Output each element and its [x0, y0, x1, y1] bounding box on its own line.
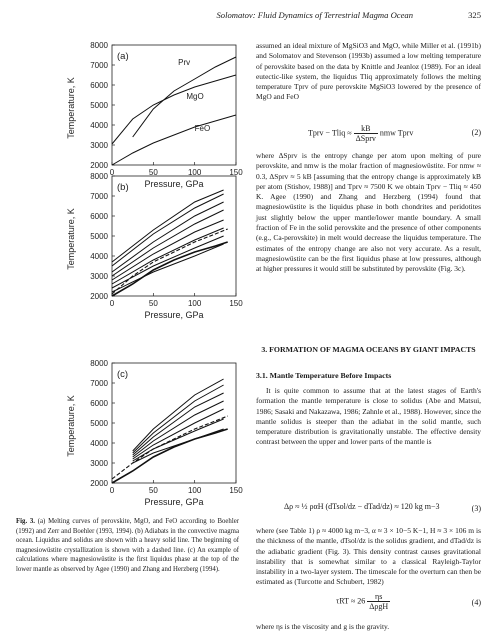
y-tick-label: 6000	[90, 81, 108, 90]
series-line	[133, 401, 224, 457]
y-tick-label: 7000	[90, 61, 108, 70]
y-axis-label: Temperature, K	[66, 395, 76, 457]
y-axis-label: Temperature, K	[66, 208, 76, 270]
y-tick-label: 7000	[90, 192, 108, 201]
x-tick-label: 50	[148, 299, 158, 308]
x-tick-label: 0	[109, 299, 115, 308]
paragraph-4: where (see Table 1) ρ ≈ 4000 kg m−3, α ≈ 3 × 10−5 K−1, H ≈ 3 × 106 m is the thickness of the mantle, dTsol/dz is the solidus gradient, and dTad/dz is the adiabatic gradient (Fig. 3). This density contrast causes gravitational instability that is somewhat similar to a classical Rayleigh-Taylor instability in a two-layer system. The timescale for the overturn can then be estimated as (Turcotte and Schubert, 1982)	[256, 526, 481, 587]
x-tick-label: 100	[187, 486, 202, 495]
y-tick-label: 5000	[90, 419, 108, 428]
y-tick-label: 2000	[90, 161, 108, 170]
eq3-body: Δρ ≈ ½ ραH (dTsol/dz − dTad/dz) ≈ 120 kg m−3	[284, 502, 440, 511]
x-axis-label: Pressure, GPa	[144, 497, 204, 507]
chart-panel-2	[66, 172, 243, 320]
x-tick-label: 50	[148, 486, 158, 495]
eq2-number: (2)	[471, 128, 481, 137]
chart-panel-3	[66, 359, 243, 507]
y-tick-label: 4000	[90, 121, 108, 130]
figure-caption	[16, 517, 239, 575]
eq4-number: (4)	[471, 598, 481, 607]
subsection-heading: 3.1. Mantle Temperature Before Impacts	[256, 371, 392, 380]
curve-label: Prv	[178, 58, 191, 67]
y-tick-label: 3000	[90, 459, 108, 468]
paragraph-3: It is quite common to assume that at the latest stages of Earth's formation the mantle temperature is close to solidus (Abe and Matsui, 1986; Sasaki and Nakazawa, 1986; Zahnle et al., 1988). However, since the mantle solidus is steeper than the adiabat in the solid mantle, such temperature distribution is gravitationally unstable. The effective density contrast between the upper and lower parts of the mantle is	[256, 386, 481, 447]
panel-tag: (c)	[117, 369, 129, 380]
series-line	[112, 228, 224, 284]
eq2-lhs: Tprv − Tliq ≈	[308, 128, 352, 138]
y-tick-label: 3000	[90, 141, 108, 150]
eq2-denominator: ΔSprv	[355, 134, 376, 143]
series-line	[112, 220, 224, 280]
eq2-rhs: nmw Tprv	[379, 128, 414, 138]
plot-frame	[112, 363, 236, 483]
x-tick-label: 0	[109, 486, 115, 495]
curve-label: MgO	[186, 92, 204, 101]
x-tick-label: 100	[187, 168, 202, 177]
equation-4	[256, 590, 481, 624]
page-number: 325	[468, 10, 481, 20]
curve-label: FeO	[194, 124, 211, 133]
y-tick-label: 8000	[90, 172, 108, 181]
eq4-numerator: ηs	[367, 592, 390, 602]
y-tick-label: 3000	[90, 272, 108, 281]
x-tick-label: 150	[229, 168, 243, 177]
x-tick-label: 100	[187, 299, 202, 308]
series-line	[112, 75, 236, 144]
panel-tag: (b)	[117, 182, 129, 193]
x-tick-label: 150	[229, 486, 243, 495]
plot-frame	[112, 45, 236, 165]
eq4-fraction	[367, 592, 390, 611]
caption-label: Fig. 3.	[16, 518, 35, 525]
x-axis-label: Pressure, GPa	[144, 310, 204, 320]
running-title: Solomatov: Fluid Dynamics of Terrestrial Magma Ocean	[216, 10, 413, 20]
eq3-number: (3)	[471, 504, 481, 513]
series-line	[112, 429, 228, 483]
paragraph-2: where ΔSprv is the entropy change per atom upon melting of pure perovskite, and nmw is the molar fraction of magnesiowüstite. For nmw ≈ 0.3, ΔSprv ≈ 5 kB [assuming that the entropy change is approximately kB per atom (Stishov, 1988)] and Tprv ≈ 7500 K we obtain Tprv − Tliq ≈ 450 K. Agee (1990) and Zhang and Herzberg (1994) found that magnesiowüstite is the liquidus phase in both chondrites and peridotites just slightly below the upper mantle/lower mantle boundary. A small fraction of Fe in the solid perovskite and the presence of other components (e.g., Ca-perovskite) in melt would decrease the liquidus temperature. The estimates of the entropy change are also not very accurate. As a result, magnesiowüstite can be the first liquidus phase at low pressures, although at higher pressures it would still be substituted by perovskite (Fig. 3c).	[256, 151, 481, 274]
y-tick-label: 4000	[90, 252, 108, 261]
eq2-fraction	[354, 124, 378, 143]
y-tick-label: 6000	[90, 212, 108, 221]
panel-tag: (a)	[117, 51, 129, 62]
x-axis-label: Pressure, GPa	[144, 179, 204, 189]
y-tick-label: 5000	[90, 232, 108, 241]
x-tick-label: 0	[109, 168, 115, 177]
paragraph-5: where ηs is the viscosity and g is the gravity.	[256, 622, 390, 631]
eq4-denominator: ΔρgH	[369, 602, 389, 611]
y-axis-label: Temperature, K	[66, 77, 76, 139]
series-line	[112, 244, 224, 292]
series-line	[133, 57, 236, 137]
x-tick-label: 50	[148, 168, 158, 177]
y-tick-label: 8000	[90, 359, 108, 368]
equation-2	[256, 120, 481, 154]
caption-text: (a) Melting curves of perovskite, MgO, and FeO according to Boehler (1992) and Zerr and Boehler (1993, 1994). (b) Adiabats in the convective magma ocean. Liquidus and solidus are shown with a heavy solid line. The beginning of magnesiowüstite crystallization is shown with a dashed line. (c) An example of calculations where magnesiowüstite is the first liquidus phase at the top of the lower mantle as observed by Agee (1990) and Zhang and Herzberg (1994).	[16, 518, 240, 573]
y-tick-label: 2000	[90, 479, 108, 488]
paragraph-1: assumed an ideal mixture of MgSiO3 and MgO, while Miller et al. (1991b) and Solomatov and Stevenson (1993b) assumed a low melting temperature of perovskite based on the data by Knittle and Jeanloz (1989). For an ideal eutectic-like system, the liquidus Tliq approximately follows the melting temperature Tprv of pure perovskite MgSiO3 lowered by the presence of MgO and FeO	[256, 41, 481, 102]
y-tick-label: 8000	[90, 41, 108, 50]
section-heading: 3. FORMATION OF MAGMA OCEANS BY GIANT IMPACTS	[261, 345, 476, 354]
y-tick-label: 5000	[90, 101, 108, 110]
y-tick-label: 4000	[90, 439, 108, 448]
x-tick-label: 150	[229, 299, 243, 308]
eq4-lhs: τRT ≈ 26	[336, 596, 366, 606]
y-tick-label: 7000	[90, 379, 108, 388]
y-tick-label: 2000	[90, 292, 108, 301]
chart-panel-1	[66, 41, 243, 189]
eq2-numerator: kB	[354, 124, 378, 134]
series-line	[112, 115, 236, 165]
series-line	[112, 236, 224, 288]
equation-3	[256, 494, 481, 528]
y-tick-label: 6000	[90, 399, 108, 408]
